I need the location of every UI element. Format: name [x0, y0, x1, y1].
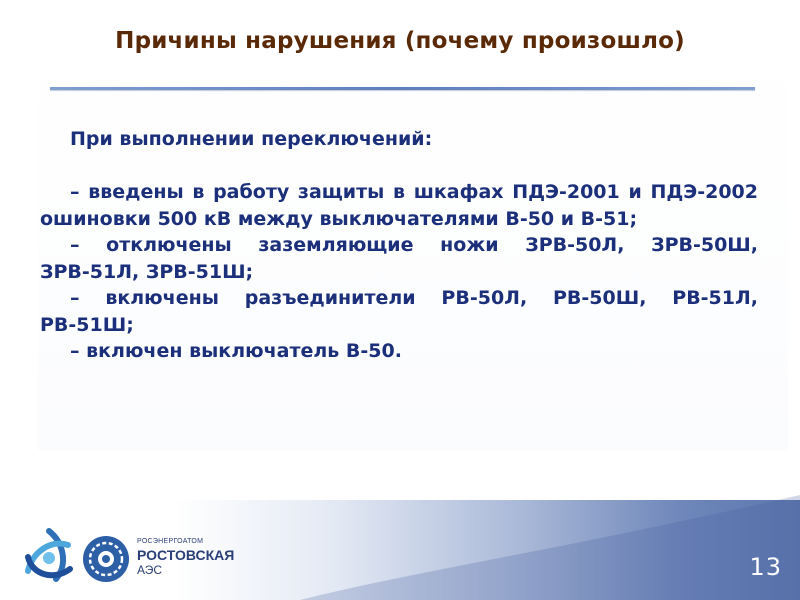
slide-title: Причины нарушения (почему произошло) [115, 28, 685, 54]
brand-name: РОСТОВСКАЯ [137, 547, 235, 563]
rostov-npp-emblem-icon [82, 535, 130, 583]
rosatom-logo-icon [18, 525, 80, 587]
brand-parent: РОСЭНЕРГОАТОМ [137, 538, 204, 545]
brand-sub: АЭС [137, 563, 163, 577]
list-item: – включены разъединители РВ-50Л, РВ-50Ш, РВ-51Л, РВ-51Ш; [40, 287, 758, 336]
blank-line [40, 153, 758, 180]
brand-block [137, 538, 234, 577]
intro-line: При выполнении переключений: [70, 128, 433, 150]
slide-body [40, 126, 758, 365]
list-item: – отключены заземляющие ножи ЗРВ-50Л, ЗРВ-50Ш, ЗРВ-51Л, ЗРВ-51Ш; [40, 234, 758, 283]
title-divider [50, 87, 755, 90]
list-item: – введены в работу защиты в шкафах ПДЭ-2001 и ПДЭ-2002 ошиновки 500 кВ между выключателями В-50 и В-51; [40, 181, 758, 230]
page-number: 13 [749, 553, 782, 581]
list-item: – включен выключатель В-50. [70, 340, 402, 362]
